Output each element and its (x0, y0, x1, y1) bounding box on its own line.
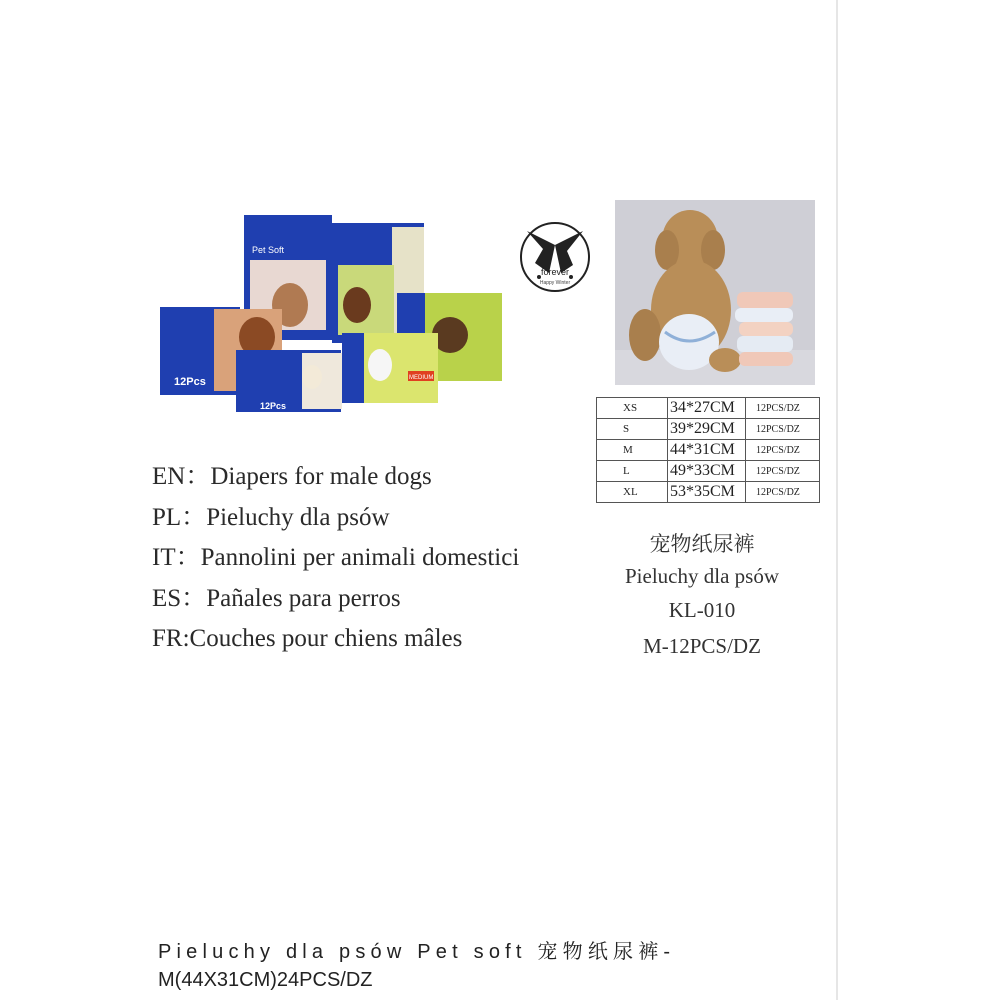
size-row-xl (597, 482, 820, 503)
language-line-pl (152, 501, 519, 542)
language-line-fr (152, 622, 519, 663)
size-row-m (597, 440, 820, 461)
size-label: XL (597, 482, 668, 503)
size-label: XS (597, 398, 668, 419)
language-text: Pannolini per animali domestici (200, 544, 520, 571)
caption-polish: Pieluchy dla psów (625, 564, 779, 588)
product-title-line2: M(44X31CM)24PCS/DZ (158, 969, 373, 991)
size-qty: 12PCS/DZ (746, 461, 820, 482)
language-list (152, 460, 519, 663)
size-dims: 49*33CM (668, 461, 746, 482)
language-code: ES： (152, 584, 207, 612)
logo-text: forever (540, 267, 570, 277)
language-code: PL： (152, 503, 207, 531)
language-code: EN： (152, 463, 211, 490)
language-text: Couches pour chiens mâles (189, 625, 463, 652)
right-gutter (838, 0, 1000, 1000)
size-label: S (597, 419, 668, 440)
dog-diaper-photo (615, 200, 815, 385)
package-brand-label: Pet Soft (252, 245, 285, 255)
language-code: IT： (152, 544, 201, 571)
size-table (596, 397, 820, 503)
language-code: FR: (152, 625, 190, 652)
caption-chinese: 宠物纸尿裤 (649, 532, 755, 556)
svg-text:12Pcs: 12Pcs (174, 376, 206, 388)
svg-text:12Pcs: 12Pcs (260, 401, 287, 411)
product-title (158, 938, 828, 994)
language-line-it (152, 541, 519, 582)
size-qty: 12PCS/DZ (746, 419, 820, 440)
language-text: Diapers for male dogs (210, 463, 432, 490)
product-title-line1: Pieluchy dla psów Pet soft 宠物纸尿裤- (158, 941, 676, 963)
size-dims: 44*31CM (668, 440, 746, 461)
packages-photo (152, 205, 512, 420)
language-line-en (152, 460, 519, 501)
caption-pack: M-12PCS/DZ (643, 634, 761, 658)
size-qty: 12PCS/DZ (746, 398, 820, 419)
language-text: Pañales para perros (206, 584, 401, 612)
size-row-s (597, 419, 820, 440)
size-dims: 39*29CM (668, 419, 746, 440)
language-line-es (152, 582, 519, 623)
svg-text:MEDIUM: MEDIUM (409, 375, 434, 381)
language-text: Pieluchy dla psów (206, 503, 390, 531)
dog-cat-logo-icon (515, 215, 595, 297)
size-qty: 12PCS/DZ (746, 482, 820, 503)
size-label: L (597, 461, 668, 482)
caption-model: KL-010 (668, 598, 736, 622)
size-dims: 34*27CM (668, 398, 746, 419)
size-label: M (597, 440, 668, 461)
size-dims: 53*35CM (668, 482, 746, 503)
logo-subtext: Happy Winter (539, 280, 571, 286)
size-qty: 12PCS/DZ (746, 440, 820, 461)
size-row-l (597, 461, 820, 482)
size-row-xs (597, 398, 820, 419)
